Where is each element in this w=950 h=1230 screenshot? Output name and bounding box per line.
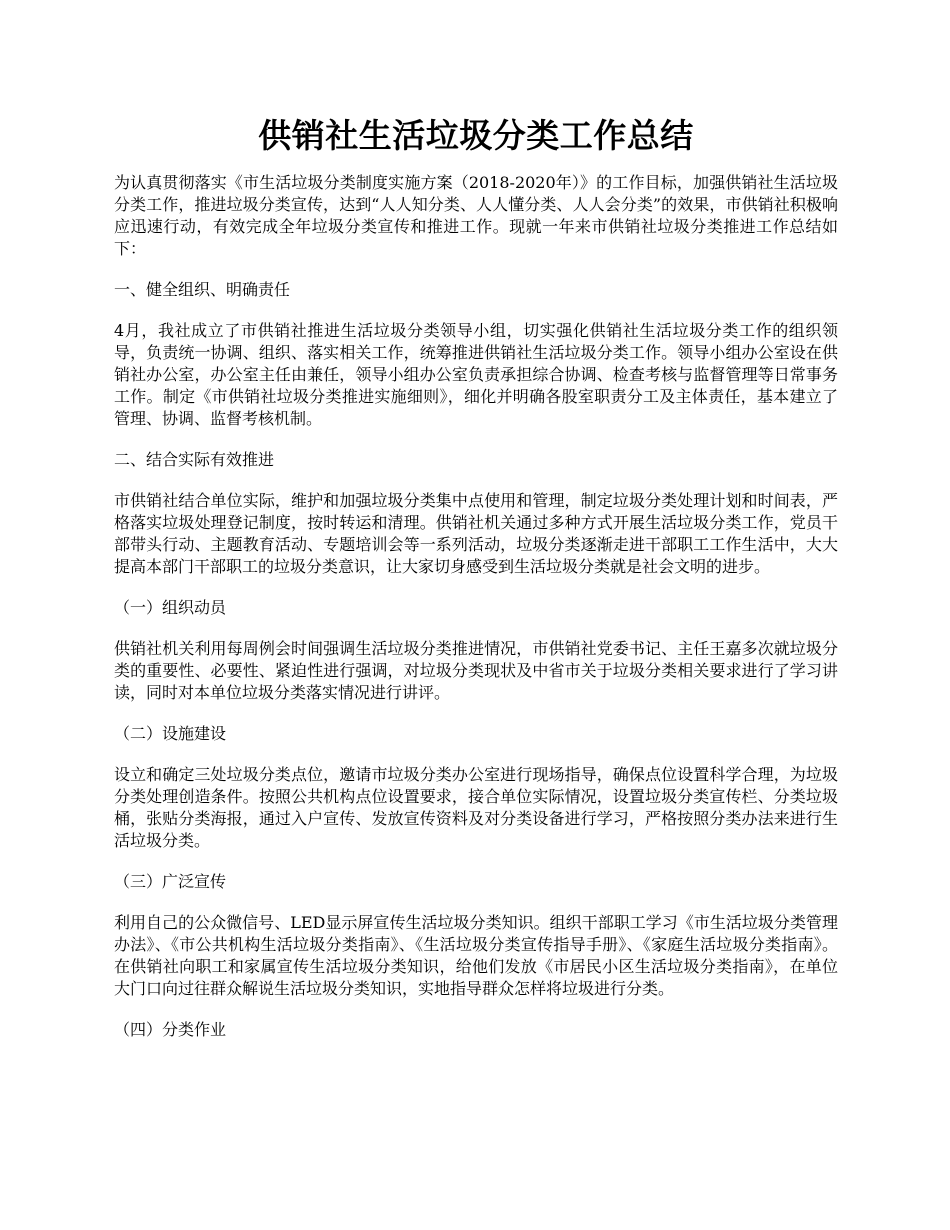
subsection-organize-paragraph: 供销社机关利用每周例会时间强调生活垃圾分类推进情况，市供销社党委书记、主任王嘉多次就垃圾分类的重要性、必要性、紧迫性进行强调，对垃圾分类现状及中省市关于垃圾分类相关要求进行了学习讲读，同时对本单位垃圾分类落实情况进行讲评。 (114, 639, 838, 702)
section-heading-1: 一、健全组织、明确责任 (114, 280, 291, 299)
subsection-heading-organize: （一）组织动员 (114, 598, 227, 617)
subsection-heading-facilities: （二）设施建设 (114, 724, 227, 743)
section-2-paragraph: 市供销社结合单位实际，维护和加强垃圾分类集中点使用和管理，制定垃圾分类处理计划和时间表，严格落实垃圾处理登记制度，按时转运和清理。供销社机关通过多种方式开展生活垃圾分类工作，党员干部带头行动、主题教育活动、专题培训会等一系列活动，垃圾分类逐渐走进干部职工工作生活中，大大提高本部门干部职工的垃圾分类意识，让大家切身感受到生活垃圾分类就是社会文明的进步。 (114, 491, 838, 576)
section-heading-2: 二、结合实际有效推进 (114, 450, 275, 469)
subsection-publicity-paragraph: 利用自己的公众微信号、LED显示屏宣传生活垃圾分类知识。组织干部职工学习《市生活垃圾分类管理办法》、《市公共机构生活垃圾分类指南》、《生活垃圾分类宣传指导手册》、《家庭生活垃圾分类指南》。在供销社向职工和家属宣传生活垃圾分类知识，给他们发放《市居民小区生活垃圾分类指南》，在单位大门口向过往群众解说生活垃圾分类知识，实地指导群众怎样将垃圾进行分类。 (114, 913, 838, 998)
subsection-facilities-paragraph: 设立和确定三处垃圾分类点位，邀请市垃圾分类办公室进行现场指导，确保点位设置科学合理，为垃圾分类处理创造条件。按照公共机构点位设置要求，接合单位实际情况，设置垃圾分类宣传栏、分类垃圾桶，张贴分类海报，通过入户宣传、发放宣传资料及对分类设备进行学习，严格按照分类办法来进行生活垃圾分类。 (114, 765, 838, 850)
intro-paragraph: 为认真贯彻落实《市生活垃圾分类制度实施方案（2018-2020年）》的工作目标，加强供销社生活垃圾分类工作，推进垃圾分类宣传，达到“人人知分类、人人懂分类、人人会分类”的效果，市供销社积极响应迅速行动，有效完成全年垃圾分类宣传和推进工作。现就一年来市供销社垃圾分类推进工作总结如下： (114, 173, 838, 258)
subsection-heading-sorting: （四）分类作业 (114, 1020, 227, 1039)
section-1-paragraph: 4月，我社成立了市供销社推进生活垃圾分类领导小组，切实强化供销社生活垃圾分类工作的组织领导，负责统一协调、组织、落实相关工作，统筹推进供销社生活垃圾分类工作。领导小组办公室设在供销社办公室，办公室主任由兼任，领导小组办公室负责承担综合协调、检查考核与监督管理等日常事务工作。制定《市供销社垃圾分类推进实施细则》，细化并明确各股室职责分工及主体责任，基本建立了管理、协调、监督考核机制。 (114, 321, 838, 428)
document-title: 供销社生活垃圾分类工作总结 (258, 116, 694, 155)
subsection-heading-publicity: （三）广泛宣传 (114, 872, 227, 891)
